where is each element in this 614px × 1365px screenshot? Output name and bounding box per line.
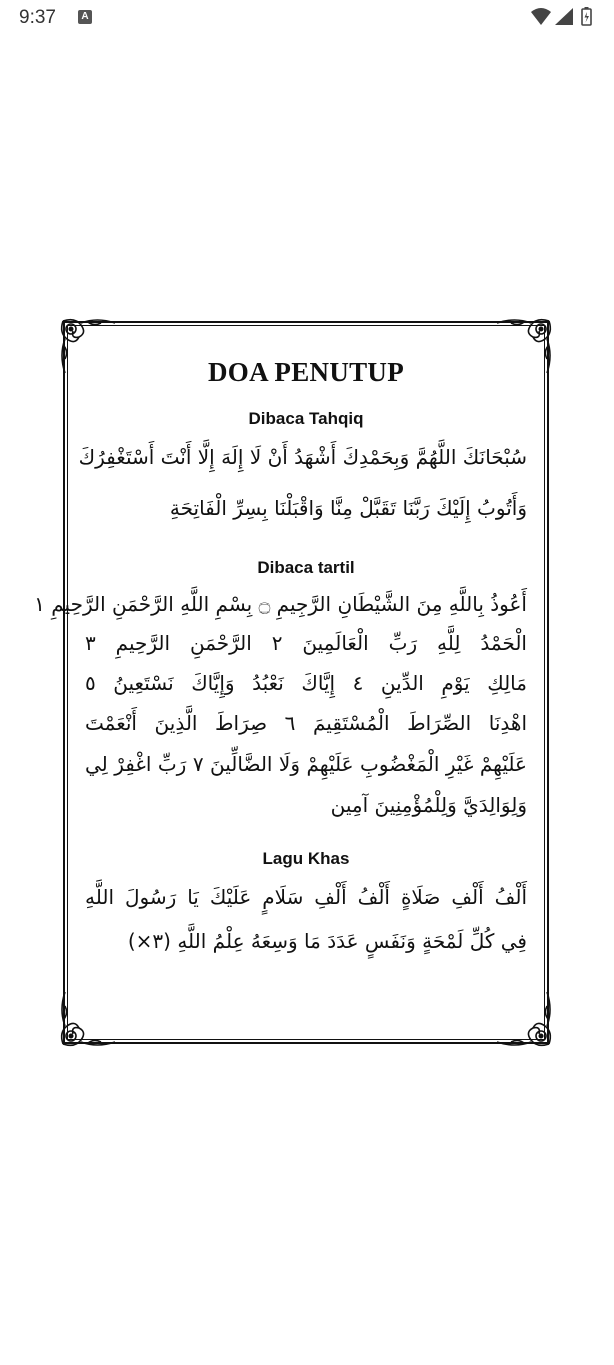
- corner-ornament-icon: [491, 986, 555, 1050]
- battery-icon: [582, 7, 591, 25]
- arabic-line: فِي كُلِّ لَمْحَةٍ وَنَفَسٍ عَدَدَ مَا وَسِعَهُ عِلْمُ اللَّهِ (٣×): [127, 929, 527, 953]
- status-icons: [530, 6, 596, 28]
- arabic-line: عَلَيْهِمْ غَيْرِ الْمَغْضُوبِ عَلَيْهِمْ وَلَا الضَّالِّينَ ٧ رَبِّ اغْفِرْ لِي: [85, 752, 527, 776]
- arabic-line: سُبْحَانَكَ اللَّهُمَّ وَبِحَمْدِكَ أَشْهَدُ أَنْ لَا إِلَهَ إِلَّا أَنْتَ أَسْتَغْفِرُكَ: [78, 445, 527, 469]
- arabic-line: الْحَمْدُ لِلَّهِ رَبِّ الْعَالَمِينَ ٢ الرَّحْمَنِ الرَّحِيمِ ٣: [85, 631, 527, 655]
- arabic-line: وَلِوَالِدَيَّ وَلِلْمُؤْمِنِينَ آمِين: [330, 793, 527, 817]
- status-time: 9:37: [19, 7, 56, 28]
- arabic-line: وَأَتُوبُ إِلَيْكَ رَبَّنَا تَقَبَّلْ مِنَّا وَاقْبَلْنَا بِسِرِّ الْفَاتِحَةِ: [169, 496, 527, 520]
- section-label-tartil: Dibaca tartil: [257, 558, 355, 577]
- section-label-tahqiq: Dibaca Tahqiq: [248, 409, 364, 428]
- arabic-line: أَعُوذُ بِاللَّهِ مِنَ الشَّيْطَانِ الرَّجِيمِ ۝ بِسْمِ اللَّهِ الرَّحْمَنِ الرَّحِيمِ ١: [34, 592, 527, 616]
- corner-ornament-icon: [57, 986, 121, 1050]
- wifi-icon: [531, 8, 551, 25]
- signal-icon: [555, 8, 573, 25]
- section-label-lagu-khas: Lagu Khas: [262, 849, 350, 868]
- arabic-line: أَلْفُ أَلْفِ صَلَاةٍ أَلْفُ أَلْفِ سَلَامٍ عَلَيْكَ يَا رَسُولَ اللَّهِ: [85, 885, 527, 909]
- page-title: DOA PENUTUP: [207, 357, 405, 387]
- arabic-line: مَالِكِ يَوْمِ الدِّينِ ٤ إِيَّاكَ نَعْبُدُ وَإِيَّاكَ نَسْتَعِينُ ٥: [85, 671, 527, 695]
- a-letter-icon: A: [78, 10, 92, 24]
- arabic-line: اهْدِنَا الصِّرَاطَ الْمُسْتَقِيمَ ٦ صِرَاطَ الَّذِينَ أَنْعَمْتَ: [85, 711, 527, 735]
- status-bar: [0, 0, 614, 36]
- prayer-page: [34, 315, 557, 1050]
